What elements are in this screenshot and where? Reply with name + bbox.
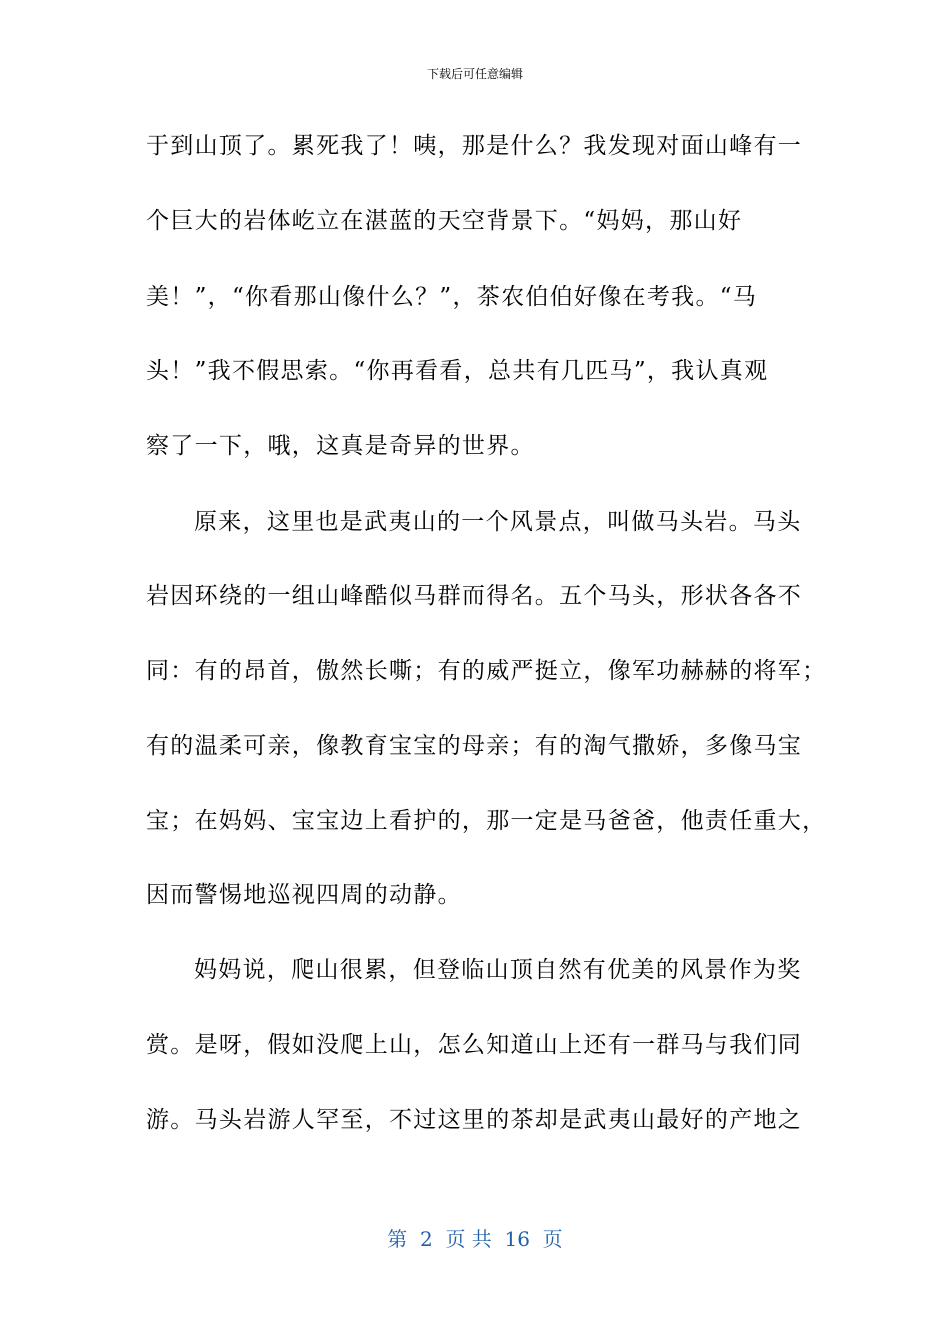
text-line: 宝；在妈妈、宝宝边上看护的，那一定是马爸爸，他责任重大， bbox=[146, 808, 827, 834]
text-line: 游。马头岩游人罕至，不过这里的茶却是武夷山最好的产地之 bbox=[146, 1107, 803, 1133]
text-line: 美！”，“你看那山像什么？”，茶农伯伯好像在考我。“马 bbox=[146, 284, 758, 310]
text-line: 岩因环绕的一组山峰酷似马群而得名。五个马头，形状各各不 bbox=[146, 583, 803, 609]
text-line: 赏。是呀，假如没爬上山，怎么知道山上还有一群马与我们同 bbox=[146, 1032, 803, 1058]
page-header: 下载后可任意编辑 bbox=[426, 67, 523, 81]
text-line: 于到山顶了。累死我了！咦，那是什么？我发现对面山峰有一 bbox=[146, 133, 803, 159]
paragraph-first-line: 原来，这里也是武夷山的一个风景点，叫做马头岩。马头 bbox=[194, 509, 802, 535]
text-line: 有的温柔可亲，像教育宝宝的母亲；有的淘气撒娇，多像马宝 bbox=[146, 733, 803, 759]
text-line: 头！”我不假思索。“你再看看，总共有几匹马”，我认真观 bbox=[146, 358, 769, 384]
text-line: 同：有的昂首，傲然长嘶；有的威严挺立，像军功赫赫的将军； bbox=[146, 658, 827, 684]
text-line: 个巨大的岩体屹立在湛蓝的天空背景下。“妈妈，那山好 bbox=[146, 208, 743, 234]
text-line: 察了一下，哦，这真是奇异的世界。 bbox=[146, 433, 535, 459]
paragraph-first-line: 妈妈说，爬山很累，但登临山顶自然有优美的风景作为奖 bbox=[194, 957, 802, 983]
text-line: 因而警惕地巡视四周的动静。 bbox=[146, 882, 462, 908]
page-number-footer: 第 2 页 共 16 页 bbox=[387, 1227, 563, 1251]
